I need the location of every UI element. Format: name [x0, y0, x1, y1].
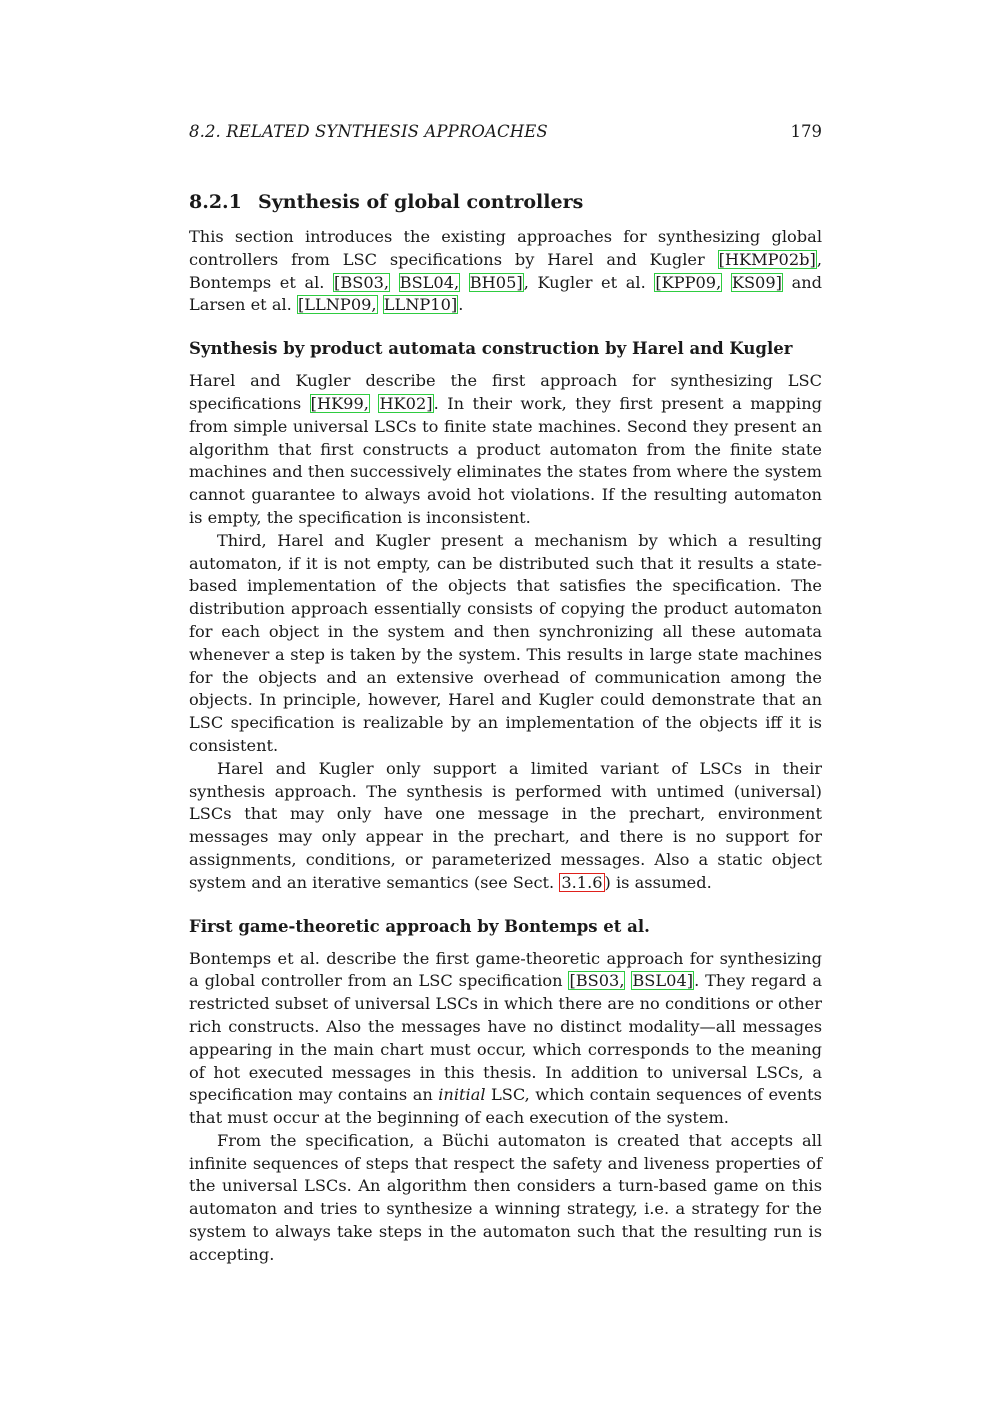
subsection-heading-harel-kugler: Synthesis by product automata construction by Harel and Kugler [189, 339, 793, 359]
section-title: Synthesis of global controllers [258, 191, 584, 213]
paragraph [189, 758, 822, 895]
text-run: and Larsen et al. [189, 272, 823, 315]
citation-link[interactable]: [KPP09, [655, 272, 722, 292]
section-reference-link[interactable]: 3.1.6 [561, 872, 603, 892]
emphasis: initial [438, 1085, 486, 1105]
running-title: 8.2. RELATED SYNTHESIS APPROACHES [189, 122, 548, 141]
text-run [390, 273, 399, 292]
text-run: Bontemps et al. describe the first game-theoretic approach for synthesizing a global controller from an LSC specification [189, 948, 822, 991]
section-heading [189, 188, 822, 216]
text-run [378, 295, 383, 314]
text-run: Harel and Kugler only support a limited variant of LSCs in their synthesis approach. The synthesis is performed with untimed (universal) LSCs that may only have one message in the prechart, environment messages may only appear in the prechart, and there is no support for assignments, conditions, or parameterized messages. Also a static object system and an iterative semantics (see Sect. [189, 758, 822, 892]
citation-link[interactable]: [BS03, [334, 272, 390, 292]
page-header [189, 120, 822, 144]
citation-link[interactable]: HK02] [379, 393, 433, 413]
citation-link[interactable]: LLNP10] [383, 295, 458, 315]
citation-link[interactable]: [BS03, [569, 971, 625, 991]
text-run: . They regard a restricted subset of universal LSCs in which there are no conditions or other rich constructs. Also the messages have no distinct modality—all messages appearing in the main chart must occur, which corresponds to the meaning of hot executed messages in this thesis. In addition to universal LSCs, a specification may contains an [189, 971, 822, 1105]
text-run: LSC, which contain sequences of events that must occur at the beginning of each execution of the system. [189, 1085, 822, 1128]
page-body [189, 188, 822, 1267]
citation-link[interactable]: [HKMP02b] [718, 249, 816, 269]
paragraph [189, 948, 822, 1130]
citation-link[interactable]: [HK99, [310, 393, 369, 413]
section-intro-paragraph [189, 226, 822, 317]
text-run: . In their work, they first present a mapping from simple universal LSCs to finite state machines. Second they present an algorithm that first constructs a product automaton from the finite state machines and then successively eliminates the states from where the system cannot guarantee to always avoid hot violations. If the resulting automaton is empty, the specification is inconsistent. [189, 393, 822, 527]
section-number: 8.2.1 [189, 191, 242, 213]
citation-link[interactable]: BH05] [469, 272, 523, 292]
paragraph [189, 370, 822, 530]
citation-link[interactable]: BSL04] [632, 971, 694, 991]
text-run: , Kugler et al. [523, 272, 655, 292]
subsection-heading-bontemps: First game-theoretic approach by Bontemps et al. [189, 916, 650, 936]
text-run: Harel and Kugler describe the first approach for synthesizing LSC specifications [189, 371, 822, 413]
paragraph: From the specification, a Büchi automaton is created that accepts all infinite sequences of steps that respect the safety and liveness properties of the universal LSCs. An algorithm then considers a turn-based game on this automaton and tries to synthesize a winning strategy, i.e. a strategy for the system to always take steps in the automaton such that the resulting run is accepting. [189, 1130, 822, 1264]
page-number: 179 [790, 122, 822, 141]
text-run: ) is assumed. [604, 872, 712, 892]
paragraph: Third, Harel and Kugler present a mechanism by which a resulting automaton, if it is not empty, can be distributed such that it results a state-based implementation of the objects that satisfies the specification. The distribution approach essentially consists of copying the product automaton for each object in the system and then synchronizing all these automata whenever a step is taken by the system. This results in large state machines for the objects and an extensive overhead of communication among the objects. In principle, however, Harel and Kugler could demonstrate that an LSC specification is realizable by an implementation of the objects iff it is consistent. [189, 530, 822, 755]
citation-link[interactable]: [LLNP09, [297, 295, 377, 315]
citation-link[interactable]: BSL04, [399, 272, 460, 292]
text-run [722, 273, 731, 292]
citation-link[interactable]: KS09] [731, 272, 782, 292]
text-run: This section introduces the existing approaches for synthesizing global controllers from LSC specifications by Harel and Kugler [189, 227, 822, 269]
text-run: , Bontemps et al. [189, 249, 822, 292]
text-run: . [458, 295, 464, 315]
text-run [460, 273, 469, 292]
